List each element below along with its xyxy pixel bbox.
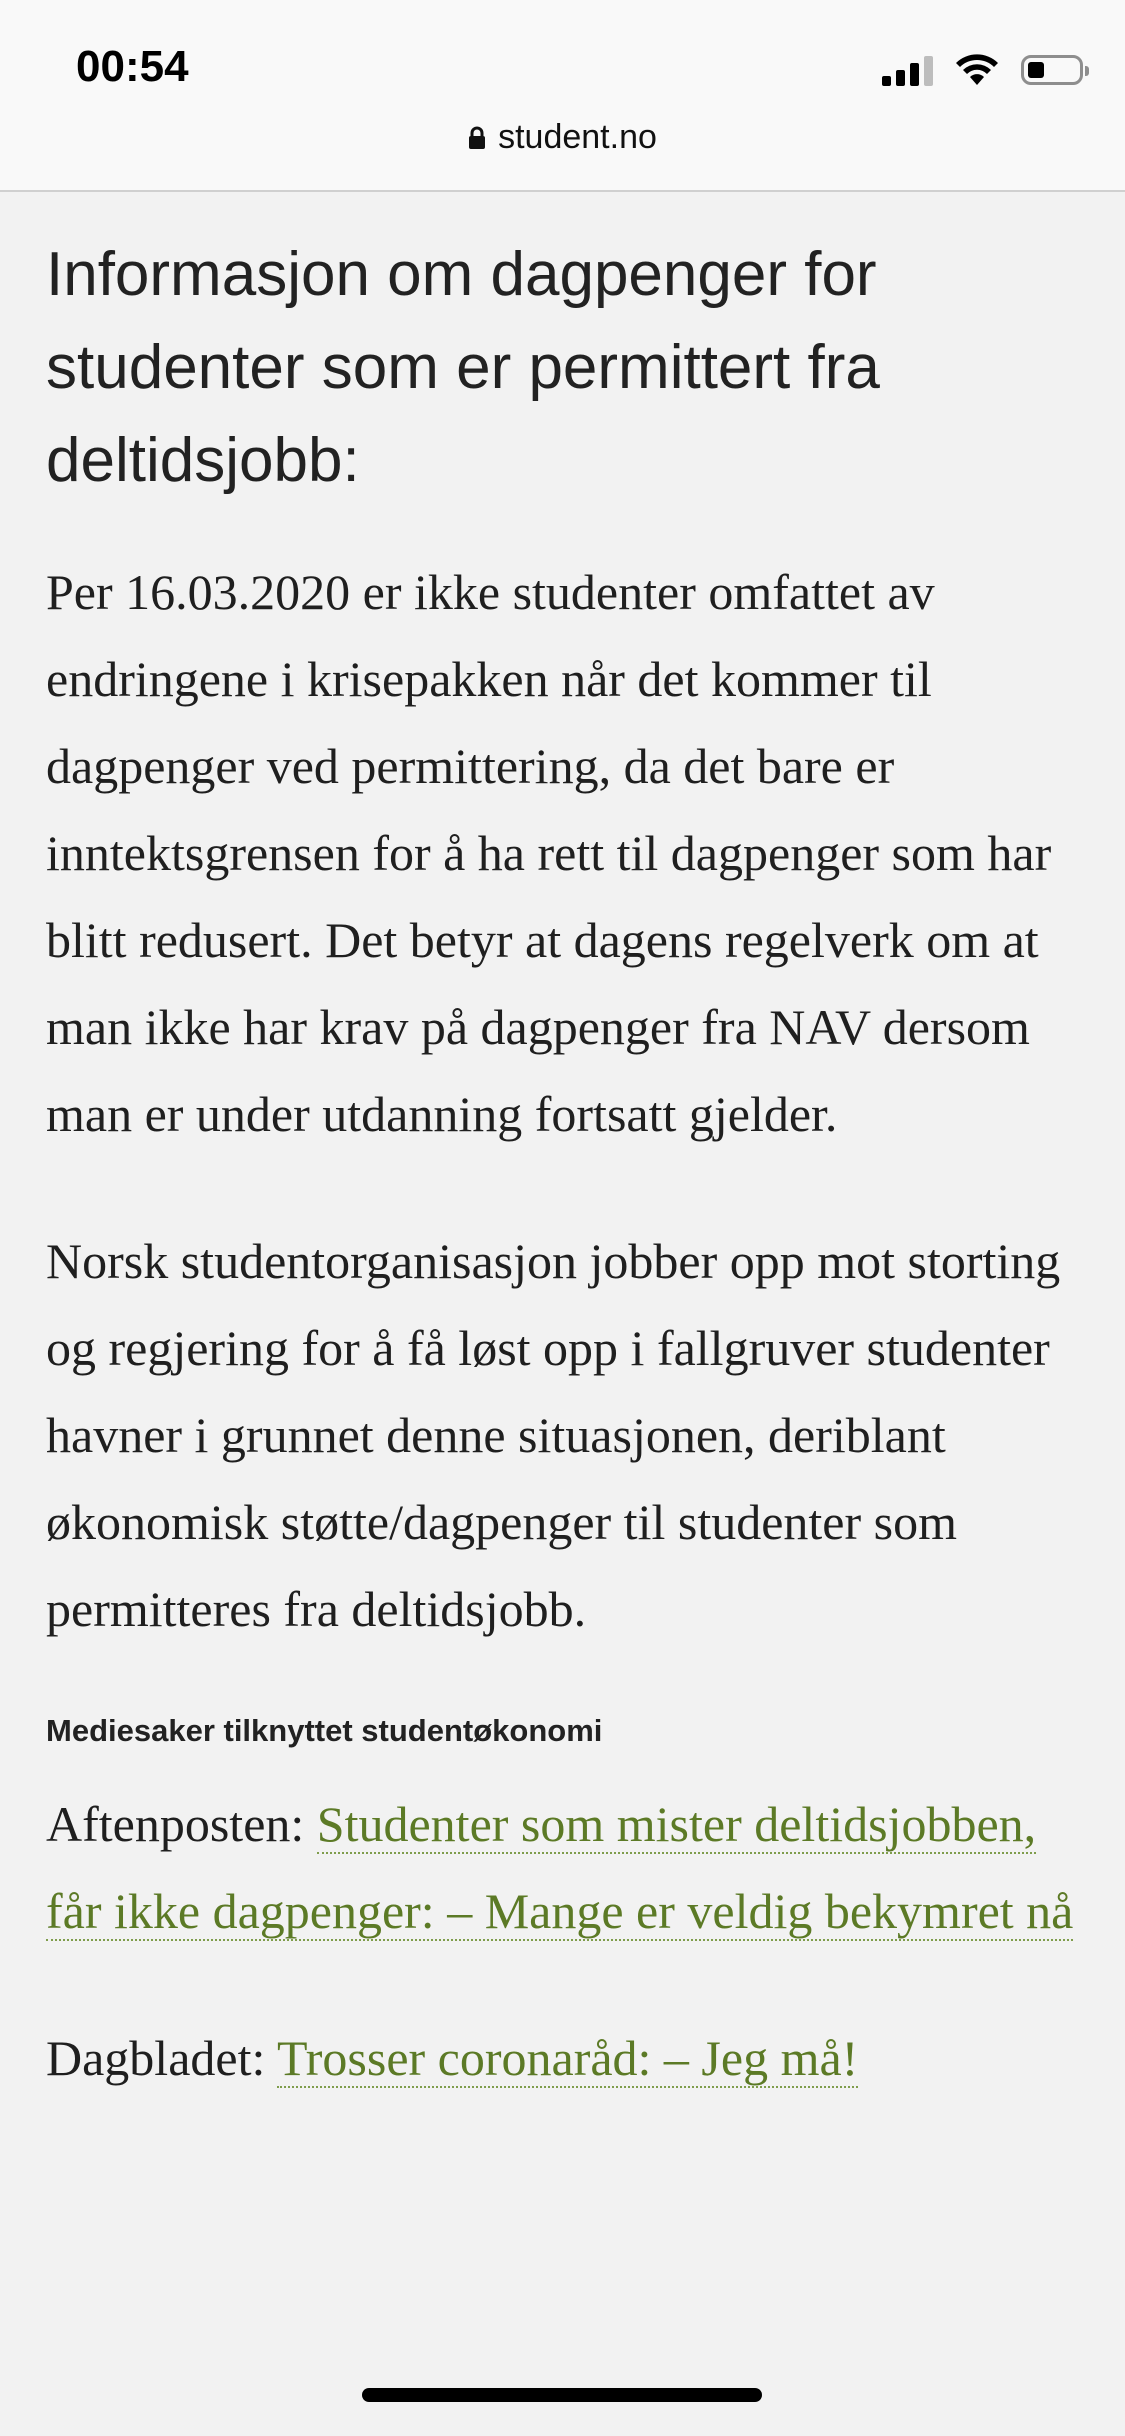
media-section-heading: Mediesaker tilknyttet studentøkonomi bbox=[46, 1713, 603, 1748]
media-item bbox=[46, 2015, 1086, 2102]
media-article-link[interactable]: Studenter som mister deltidsjobben, får ikke dagpenger: – Mange er veldig bekymret nå bbox=[46, 1796, 1074, 1939]
page-title: Informasjon om dagpenger for studenter som er permittert fra deltidsjobb: bbox=[46, 240, 880, 495]
browser-top-bar bbox=[0, 0, 1125, 192]
status-time: 00:54 bbox=[76, 42, 189, 91]
home-indicator[interactable] bbox=[362, 2388, 762, 2402]
cellular-signal-icon bbox=[882, 54, 933, 86]
battery-icon bbox=[1021, 55, 1083, 85]
media-source: Aftenposten: bbox=[46, 1796, 317, 1852]
wifi-icon bbox=[955, 53, 999, 87]
url-text: student.no bbox=[498, 118, 657, 156]
lock-icon bbox=[468, 126, 486, 150]
media-source: Dagbladet: bbox=[46, 2030, 277, 2086]
media-article-link[interactable]: Trosser coronaråd: – Jeg må! bbox=[276, 2030, 859, 2086]
article bbox=[46, 228, 1086, 2102]
status-icons bbox=[882, 50, 1083, 90]
article-paragraph: Norsk studentorganisasjon jobber opp mot storting og regjering for å få løst opp i fallgruver studenter havner i grunnet denne situasjonen, deriblant økonomisk støtte/dagpenger til studenter som permitteres fra deltidsjobb. bbox=[46, 1233, 1061, 1637]
article-paragraph: Per 16.03.2020 er ikke studenter omfattet av endringene i krisepakken når det kommer til dagpenger ved permittering, da det bare er inntektsgrensen for å ha rett til dagpenger som har blitt redusert. Det betyr at dagens regelverk om at man ikke har krav på dagpenger fra NAV dersom man er under utdanning fortsatt gjelder. bbox=[46, 564, 1052, 1142]
media-item bbox=[46, 1781, 1086, 1955]
url-bar[interactable] bbox=[0, 118, 1125, 157]
